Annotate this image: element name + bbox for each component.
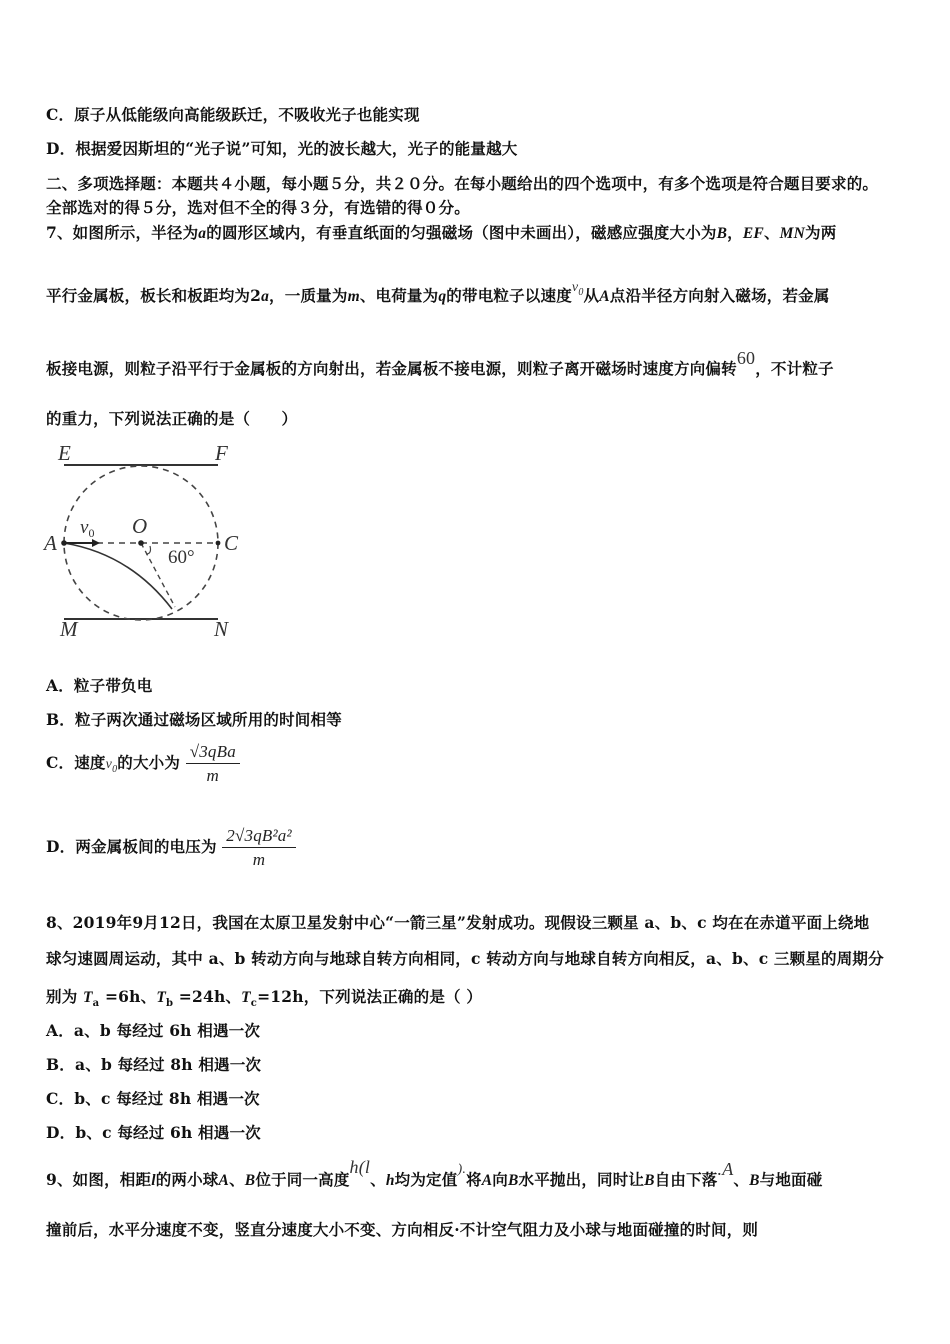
q8-option-b: B．a、b 每经过 8h 相遇一次	[46, 1055, 262, 1074]
q7-figure	[40, 436, 260, 646]
label-angle: 60°	[168, 547, 195, 568]
label-c: C	[224, 531, 239, 555]
point-o	[138, 540, 144, 546]
label-m: M	[60, 617, 78, 641]
speed-fraction: $\frac{\text{√3qBa}}{m}$	[186, 742, 240, 786]
particle-trajectory	[64, 543, 172, 609]
q7-stem-line4: 的重力，下列说法正确的是（ ）	[46, 409, 298, 428]
label-o: O	[132, 514, 148, 538]
label-f: F	[215, 441, 228, 465]
voltage-fraction: $\frac{\text{2√3qB²a²}}{m}$	[222, 826, 296, 870]
q7-option-c: C．速度$v_0$的大小为 $\frac{\text{√3qBa}}{m}$	[46, 742, 240, 786]
q8-stem-line1: 8、2019年9月12日，我国在太原卫星发射中心“一箭三星”发射成功。现假设三颗星 a、b、c 均在在赤道平面上绕地	[46, 913, 870, 932]
q8-stem-line2: 球匀速圆周运动，其中 a、b 转动方向与地球自转方向相同，c 转动方向与地球自转方向相反，a、b、c 三颗星的周期分	[46, 949, 884, 968]
q9-stem-line1: 9、如图，相距l的两小球A、B位于同一高度h(l、h均为定值).将A向B水平抛出，同时让B自由下落.A、B与地面碰	[46, 1157, 823, 1189]
label-a: A	[44, 531, 57, 555]
q9-stem-line2: 撞前后，水平分速度不变，竖直分速度大小不变、方向相反·不计空气阻力及小球与地面碰撞的时间，则	[46, 1220, 759, 1239]
label-n: N	[214, 617, 229, 641]
point-c	[216, 541, 221, 546]
q7-option-d: D．两金属板间的电压为 $\frac{\text{2√3qB²a²}}{m}$	[46, 826, 296, 870]
q7-stem-line1: 7、如图所示，半径为a的圆形区域内，有垂直纸面的匀强磁场（图中未画出），磁感应强度大小为B，EF、MN为两	[46, 223, 837, 242]
q8-option-a: A．a、b 每经过 6h 相遇一次	[46, 1021, 261, 1040]
q6-option-d: D．根据爱因斯坦的“光子说”可知，光的波长越大，光子的能量越大	[46, 139, 518, 158]
section2-header-line2: 全部选对的得５分，选对但不全的得３分，有选错的得０分。	[46, 198, 470, 217]
q7-option-b: B．粒子两次通过磁场区域所用的时间相等	[46, 710, 342, 729]
deflection-angle: 60	[736, 348, 756, 368]
q8-stem-line3: 别为 $T_a =6h$、$T_b =24h$、$T_c=12h$，下列说法正确的是（ ）	[46, 987, 483, 1010]
q7-stem-line3: 板接电源，则粒子沿平行于金属板的方向射出，若金属板不接电源，则粒子离开磁场时速度方向偏转60，不计粒子	[46, 348, 834, 378]
q8-option-c: C．b、c 每经过 8h 相遇一次	[46, 1089, 260, 1108]
section2-header-line1: 二、多项选择题：本题共４小题，每小题５分，共２０分。在每小题给出的四个选项中，有多个选项是符合题目要求的。	[46, 174, 879, 193]
q7-stem-line2: 平行金属板，板长和板距均为2a，一质量为m、电荷量为q的带电粒子以速度$v_0$从A点沿半径方向射入磁场，若金属	[46, 280, 830, 305]
v0-symbol: $v_0$	[105, 757, 118, 775]
label-v0: $v_0$	[80, 517, 95, 540]
arrow-head	[92, 539, 100, 547]
q6-option-c: C．原子从低能级向高能级跃迁，不吸收光子也能实现	[46, 105, 420, 124]
v0-symbol: $v_0$	[571, 280, 584, 298]
q7-option-a: A．粒子带负电	[46, 676, 153, 695]
q8-option-d: D．b、c 每经过 6h 相遇一次	[46, 1123, 261, 1142]
point-a	[61, 540, 67, 546]
label-e: E	[58, 441, 71, 465]
